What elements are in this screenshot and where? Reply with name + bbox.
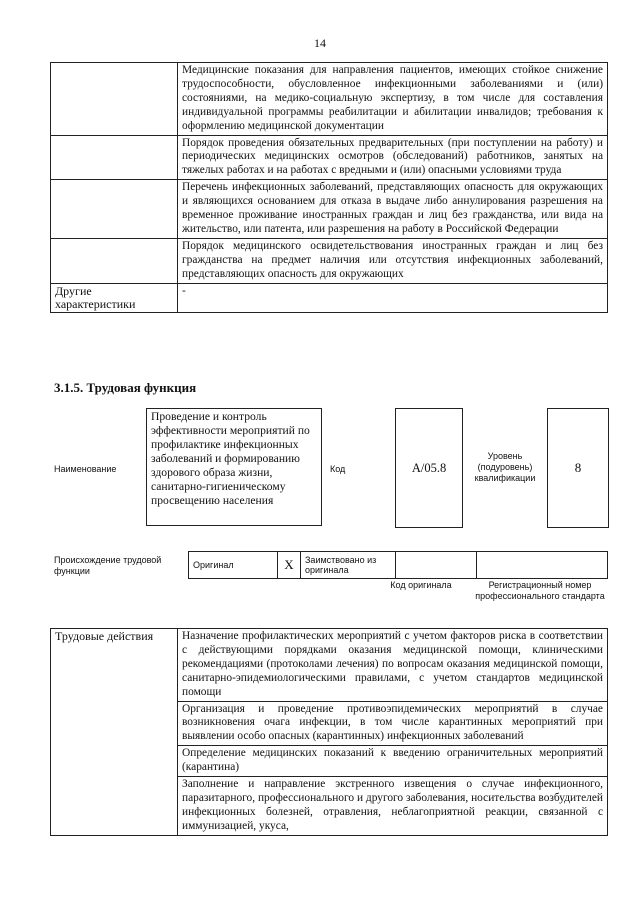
function-name: Проведение и контроль эффективности мероприятий по профилактике инфекционных заболеваний и формированию здорового образа жизни, санитарно-гигиеническому просвещению населения (146, 408, 322, 526)
row-label (51, 180, 178, 239)
table-row (51, 180, 608, 239)
labor-action: Организация и проведение противоэпидемических мероприятий в случае возникновения очага инфекции, в том числе карантинных мероприятий при выявлении особо опасных (карантинных) инфекционных заболеваний (178, 701, 608, 746)
row-text: Медицинские показания для направления пациентов, имеющих стойкое снижение трудоспособности, обусловленное инфекционными заболеваниями и (или) состояниями, на медико-социальную экспертизу, в том числе для составления индивидуальной программы реабилитации и абилитации инвалидов; требования к оформлению медицинской документации (178, 63, 608, 136)
original-mark: X (278, 552, 301, 579)
qualification-level (547, 408, 609, 528)
labor-actions-clip (50, 628, 610, 896)
row-text: Перечень инфекционных заболеваний, представляющих опасность для окружающих и являющихся основанием для отказа в выдаче либо аннулирования разрешения на временное проживание иностранных граждан и лиц без гражданства, или вида на жительство, или патента, или разрешения на работу в Российской Федерации (178, 180, 608, 239)
other-characteristics-label: Другие характеристики (51, 283, 178, 312)
row-text: Порядок медицинского освидетельствования иностранных граждан и лиц без гражданства на предмет наличия или отсутствия инфекционных заболеваний, представляющих опасность для окружающих (178, 238, 608, 283)
requirements-table (50, 62, 608, 313)
registration-number-cell (477, 552, 608, 579)
function-code (395, 408, 463, 528)
function-code-value: A/05.8 (411, 460, 447, 475)
origin-label: Происхождение трудовой функции (54, 555, 162, 576)
page-number: 14 (314, 36, 326, 50)
table-row (51, 63, 608, 136)
section-title: 3.1.5. Трудовая функция (54, 380, 197, 395)
labor-action: Назначение профилактических мероприятий с учетом факторов риска в соответствии с действующими порядками оказания медицинской помощи, клиническими рекомендациями (протоколами лечения) по вопросам оказания медицинской помощи, санитарно-эпидемиологическими правилами, с учетом стандартов медицинской помощи (178, 629, 608, 702)
code-label: Код (330, 464, 346, 474)
borrowed-label: Заимствовано из оригинала (301, 552, 396, 579)
table-row (51, 629, 608, 702)
qualification-level-value: 8 (574, 460, 582, 475)
labor-action: Определение медицинских показаний к введению ограничительных мероприятий (карантина) (178, 746, 608, 777)
original-code-cell (396, 552, 477, 579)
row-label (51, 238, 178, 283)
original-label: Оригинал (189, 552, 278, 579)
table-row-other (51, 283, 608, 312)
labor-actions-label: Трудовые действия (51, 629, 178, 836)
table-row (189, 552, 608, 579)
row-label (51, 63, 178, 136)
other-characteristics-value: - (178, 283, 608, 312)
qualification-level-label: Уровень (подуровень) квалификации (474, 451, 536, 483)
row-label (51, 135, 178, 180)
table-row (51, 135, 608, 180)
original-code-caption: Код оригинала (390, 580, 452, 590)
name-label: Наименование (54, 464, 117, 474)
table-row (51, 238, 608, 283)
labor-actions-table (50, 628, 608, 836)
registration-number-caption: Регистрационный номер профессионального стандарта (475, 580, 605, 601)
origin-table (188, 551, 608, 579)
row-text: Порядок проведения обязательных предварительных (при поступлении на работу) и периодических медицинских осмотров (обследований) работников, занятых на тяжелых работах и на работах с вредными и (или) опасными условиями труда (178, 135, 608, 180)
labor-action: Заполнение и направление экстренного извещения о случае инфекционного, паразитарного, профессионального и другого заболевания, носительства возбудителей инфекционных болезней, отравления, неблагоприятной реакции, связанной с иммунизацией, укуса, (178, 777, 608, 836)
